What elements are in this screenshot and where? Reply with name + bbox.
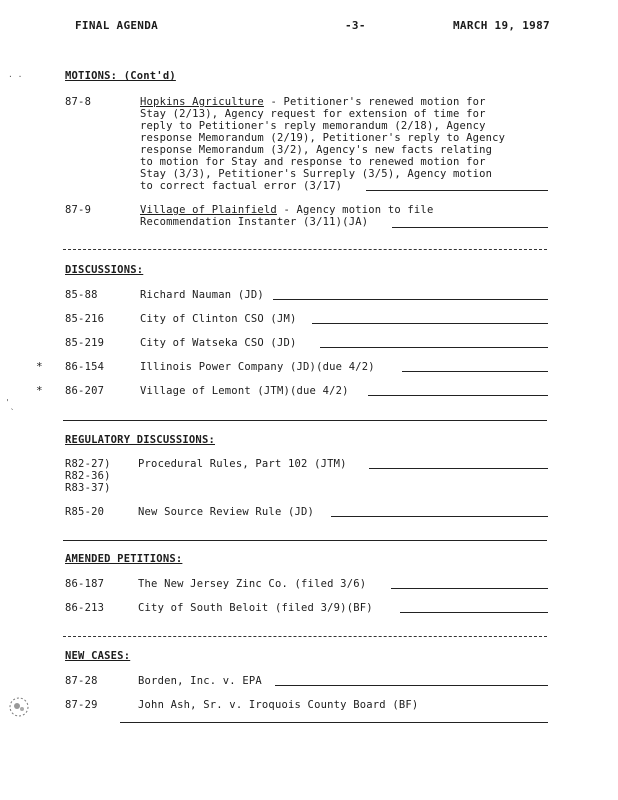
case-number: 87-29 <box>65 699 98 711</box>
motion-text-line: response Memorandum (3/2), Agency's new facts relating <box>140 144 493 156</box>
priority-star: * <box>36 384 43 397</box>
section-heading-regulatory: REGULATORY DISCUSSIONS: <box>65 434 215 446</box>
case-number: 85-216 <box>65 313 105 325</box>
case-text: Borden, Inc. v. EPA <box>138 675 262 687</box>
section-heading-amended: AMENDED PETITIONS: <box>65 553 183 565</box>
scan-speck: · · <box>8 72 23 81</box>
fill-line <box>368 395 548 396</box>
motion-text-line: - Petitioner's renewed motion for <box>263 96 486 108</box>
motion-text-line: Recommendation Instanter (3/11)(JA) <box>140 216 369 228</box>
scan-speck: ' <box>5 398 10 407</box>
priority-star: * <box>36 360 43 373</box>
fill-line <box>312 323 548 324</box>
motion-item <box>140 96 486 108</box>
motion-text-line: Stay (3/3), Petitioner's Surreply (3/5), Agency motion <box>140 168 493 180</box>
case-number: 87-9 <box>65 204 92 216</box>
fill-line <box>275 685 548 686</box>
petition-text: City of South Beloit (filed 3/9)(BF) <box>138 602 373 614</box>
binder-hole-mark <box>5 693 33 721</box>
discussion-text: Village of Lemont (JTM)(due 4/2) <box>140 385 349 397</box>
fill-line <box>392 227 548 228</box>
regulatory-text: Procedural Rules, Part 102 (JTM) <box>138 458 347 470</box>
case-title: Hopkins Agriculture <box>140 96 264 108</box>
section-divider <box>120 722 548 723</box>
header-date: MARCH 19, 1987 <box>453 19 550 32</box>
discussion-text: City of Watseka CSO (JD) <box>140 337 297 349</box>
scan-speck: ` <box>10 408 15 417</box>
motion-text-line: reply to Petitioner's reply memorandum (2/18), Agency <box>140 120 486 132</box>
fill-line <box>369 468 548 469</box>
discussion-text: City of Clinton CSO (JM) <box>140 313 297 325</box>
case-number: 86-207 <box>65 385 105 397</box>
case-number: 87-28 <box>65 675 98 687</box>
discussion-text: Illinois Power Company (JD)(due 4/2) <box>140 361 375 373</box>
fill-line <box>402 371 548 372</box>
motion-text-line: response Memorandum (2/19), Petitioner's reply to Agency <box>140 132 506 144</box>
fill-line <box>320 347 548 348</box>
header-left: FINAL AGENDA <box>75 19 159 32</box>
case-number: 85-88 <box>65 289 98 301</box>
case-number: R82-36) <box>65 470 111 482</box>
motion-item <box>140 204 433 216</box>
section-divider <box>63 540 547 541</box>
case-number: 86-154 <box>65 361 105 373</box>
fill-line <box>391 588 548 589</box>
section-divider <box>63 636 547 637</box>
case-title: Village of Plainfield <box>140 204 277 216</box>
section-heading-discussions: DISCUSSIONS: <box>65 264 144 276</box>
case-number: 86-213 <box>65 602 105 614</box>
fill-line <box>400 612 548 613</box>
section-divider <box>63 249 547 250</box>
discussion-text: Richard Nauman (JD) <box>140 289 264 301</box>
case-number: 85-219 <box>65 337 105 349</box>
case-number: R82-27) <box>65 458 111 470</box>
case-number: R85-20 <box>65 506 105 518</box>
section-heading-new-cases: NEW CASES: <box>65 650 131 662</box>
case-number: 87-8 <box>65 96 92 108</box>
case-number: R83-37) <box>65 482 111 494</box>
motion-text-line: - Agency motion to file <box>276 204 434 216</box>
section-divider <box>63 420 547 421</box>
section-heading-motions: MOTIONS: (Cont'd) <box>65 70 176 82</box>
case-text: John Ash, Sr. v. Iroquois County Board (BF) <box>138 699 419 711</box>
petition-text: The New Jersey Zinc Co. (filed 3/6) <box>138 578 367 590</box>
motion-text-line: to correct factual error (3/17) <box>140 180 343 192</box>
fill-line <box>273 299 548 300</box>
motion-text-line: to motion for Stay and response to renewed motion for <box>140 156 486 168</box>
motion-text-line: Stay (2/13), Agency request for extension of time for <box>140 108 486 120</box>
case-number: 86-187 <box>65 578 105 590</box>
fill-line <box>366 190 548 191</box>
page-number: -3- <box>345 19 366 32</box>
regulatory-text: New Source Review Rule (JD) <box>138 506 315 518</box>
fill-line <box>331 516 548 517</box>
